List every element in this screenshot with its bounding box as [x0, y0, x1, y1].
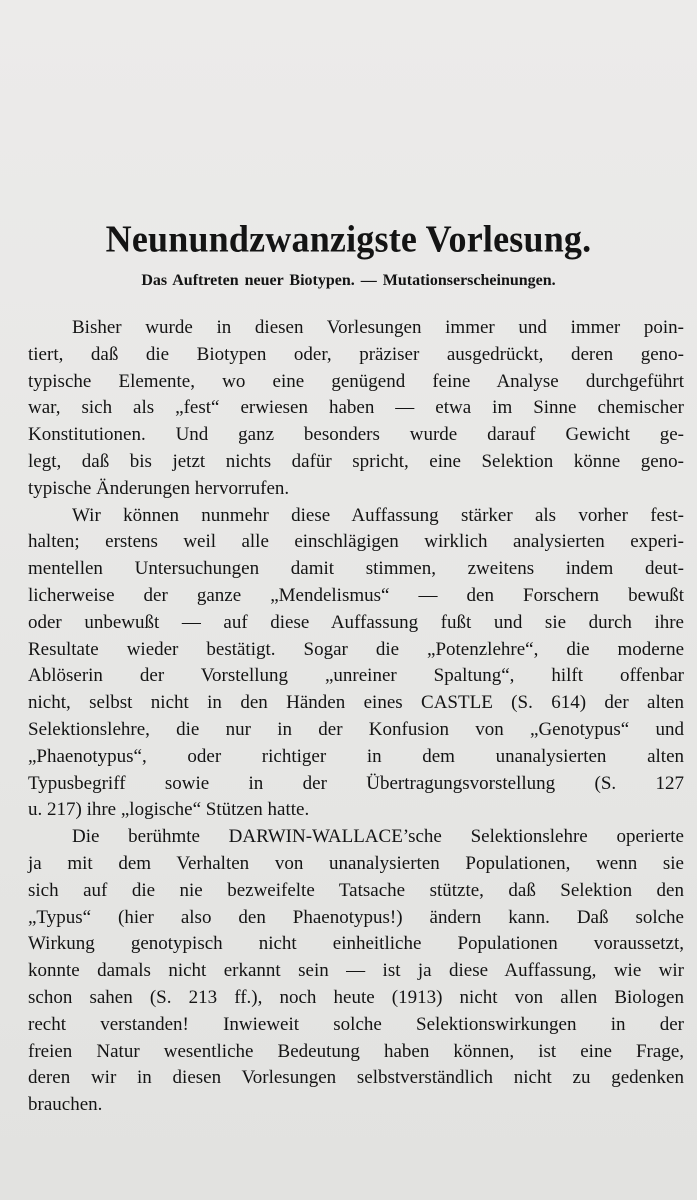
text-line: konnte damals nicht erkannt sein — ist ja diese Auffassung, wie wir: [28, 960, 684, 982]
text-line: war, sich als „fest“ erwiesen haben — etwa im Sinne chemischer: [28, 397, 684, 419]
text-line: Bisher wurde in diesen Vorlesungen immer und immer poin-: [72, 317, 684, 338]
text-line: oder unbewußt — auf diese Auffassung fußt und sie durch ihre: [28, 611, 684, 633]
text-line: schon sahen (S. 213 ff.), noch heute (1913) nicht von allen Biologen: [28, 986, 684, 1008]
text-line: licherweise der ganze „Mendelismus“ — den Forschern bewußt: [28, 584, 684, 606]
page-subtitle: Das Auftreten neuer Biotypen. — Mutationserscheinungen.: [141, 272, 556, 289]
text-line: mentellen Untersuchungen damit stimmen, zweitens indem deut-: [28, 558, 684, 580]
text-line: sich auf die nie bezweifelte Tatsache stützte, daß Selektion den: [28, 879, 684, 901]
text-line: Selektionslehre, die nur in der Konfusion von „Genotypus“ und: [28, 718, 684, 740]
page-title: Neunundzwanzigste Vorlesung.: [105, 218, 592, 260]
text-line: typische Elemente, wo eine genügend feine Analyse durchgeführt: [28, 370, 684, 392]
text-line: „Phaenotypus“, oder richtiger in dem unanalysierten alten: [28, 745, 684, 767]
text-line: ja mit dem Verhalten von unanalysierten Populationen, wenn sie: [28, 852, 684, 874]
text-line: Wir können nunmehr diese Auffassung stärker als vorher fest-: [72, 504, 684, 526]
text-line: u. 217) ihre „logische“ Stützen hatte.: [28, 799, 310, 821]
text-line: brauchen.: [28, 1094, 103, 1116]
text-line: typische Änderungen hervorrufen.: [28, 477, 290, 499]
text-line: Konstitutionen. Und ganz besonders wurde darauf Gewicht ge-: [28, 424, 684, 446]
text-line: nicht, selbst nicht in den Händen eines CASTLE (S. 614) der alten: [28, 692, 684, 714]
text-line: deren wir in diesen Vorlesungen selbstverständlich nicht zu gedenken: [28, 1067, 684, 1089]
body-text: [28, 315, 684, 1119]
text-line: recht verstanden! Inwieweit solche Selektionswirkungen in der: [28, 1013, 684, 1035]
text-line: Resultate wieder bestätigt. Sogar die „Potenzlehre“, die moderne: [28, 638, 684, 660]
text-line: Die berühmte DARWIN-WALLACE’sche Selektionslehre operierte: [72, 826, 684, 848]
text-line: Ablöserin der Vorstellung „unreiner Spaltung“, hilft offenbar: [28, 665, 684, 687]
text-line: „Typus“ (hier also den Phaenotypus!) ändern kann. Daß solche: [28, 906, 684, 928]
text-line: tiert, daß die Biotypen oder, präziser ausgedrückt, deren geno-: [28, 343, 684, 365]
text-line: Wirkung genotypisch nicht einheitliche Populationen voraussetzt,: [28, 933, 684, 955]
text-line: legt, daß bis jetzt nichts dafür spricht, eine Selektion könne geno-: [28, 450, 684, 472]
text-line: Typusbegriff sowie in der Übertragungsvorstellung (S. 127: [28, 772, 684, 794]
text-line: halten; erstens weil alle einschlägigen wirklich analysierten experi-: [28, 531, 684, 553]
text-line: freien Natur wesentliche Bedeutung haben können, ist eine Frage,: [28, 1040, 684, 1062]
